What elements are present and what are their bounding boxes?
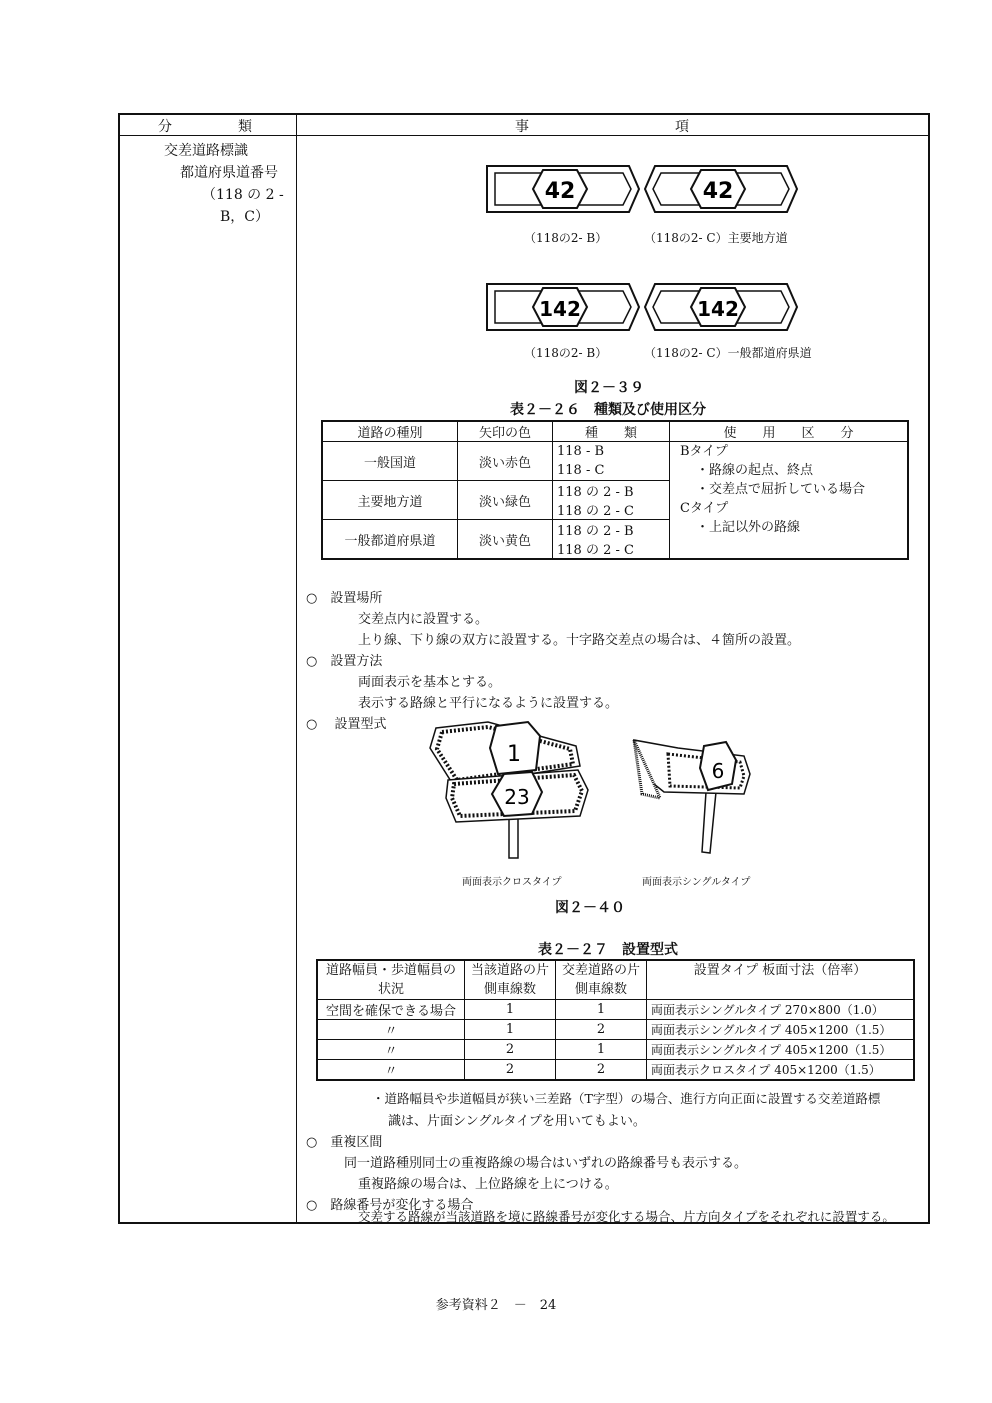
sign-2 (645, 166, 797, 212)
sign-3-caption: （118の2- B） (524, 346, 608, 360)
cross-upper-number: 1 (507, 742, 521, 767)
note-line: ・道路幅員や歩道幅員が狭い三差路（T字型）の場合、進行方向正面に設置する交差道路標 (372, 1091, 881, 1106)
section-1-line: 上り線、下り線の双方に設置する。十字路交差点の場合は、４箇所の設置。 (358, 633, 801, 648)
sign-1 (487, 166, 639, 212)
section-1-line: 交差点内に設置する。 (358, 612, 489, 627)
table-cell: 一般国道 (322, 442, 458, 481)
table-cell: 118 の 2 - B (553, 481, 670, 501)
table-header-cell: 矢印の色 (458, 421, 553, 442)
sign-4 (645, 284, 797, 330)
table-26-title: 表２－２６ 種類及び使用区分 (510, 402, 706, 418)
table-cell: 〃 (317, 1060, 465, 1081)
single-number: 6 (711, 759, 725, 783)
column-divider (296, 115, 297, 1222)
usage-line: ・路線の起点、終点 (696, 463, 814, 478)
figure-40-cross-caption: 両面表示クロスタイプ (462, 877, 562, 888)
figure-40-title: 図２－４０ (555, 900, 625, 916)
usage-line: Bタイプ (680, 444, 728, 459)
section-1-heading: ○ 設置場所 (306, 591, 383, 606)
section-4-line: 同一道路種別同士の重複路線の場合はいずれの路線番号も表示する。 (344, 1156, 748, 1171)
table-header-row (317, 960, 914, 1000)
installation-figures (428, 718, 768, 868)
table-header-cell: 種 類 (553, 421, 670, 442)
table-cell: 主要地方道 (322, 481, 458, 520)
table-row (317, 1020, 914, 1040)
table-header-cell: 使 用 区 分 (670, 421, 909, 442)
sign-2-number: 42 (702, 179, 734, 204)
sign-4-number: 142 (697, 297, 739, 321)
sign-2-caption: （118の2- C）主要地方道 (644, 231, 788, 245)
header-items: 事 項 (515, 119, 691, 135)
table-cell: 淡い緑色 (458, 481, 553, 520)
sign-3-number: 142 (539, 297, 581, 321)
section-3-heading: ○ 設置型式 (306, 717, 387, 732)
table-cell: 118 - C (553, 461, 670, 481)
table-27 (316, 959, 915, 1081)
table-header-cell: 設置タイプ 板面寸法（倍率） (647, 960, 915, 1000)
table-cell: 118 の 2 - C (553, 539, 670, 559)
table-cell: 2 (556, 1020, 647, 1040)
sign-figures (480, 158, 810, 368)
table-row (317, 1060, 914, 1081)
table-cell: 空間を確保できる場合 (317, 1000, 465, 1020)
table-row (322, 442, 908, 462)
figure-40-single-caption: 両面表示シングルタイプ (642, 877, 751, 888)
table-cell: 〃 (317, 1040, 465, 1060)
usage-line: ・交差点で屈折している場合 (696, 482, 866, 497)
table-cell: 一般都道府県道 (322, 520, 458, 560)
category-line1: 交差道路標識 (164, 143, 248, 159)
table-header-cell: 交差道路の片側車線数 (556, 960, 647, 1000)
section-4-line: 重複路線の場合は、上位路線を上につける。 (358, 1177, 618, 1192)
table-row (317, 1040, 914, 1060)
table-cell: 2 (465, 1040, 556, 1060)
header-category: 分 類 (158, 119, 254, 135)
section-2-line: 表示する路線と平行になるように設置する。 (358, 696, 619, 711)
section-5-heading: ○ 路線番号が変化する場合 (306, 1198, 474, 1213)
table-26 (321, 420, 909, 560)
table-header-row (322, 421, 908, 442)
sign-1-number: 42 (544, 179, 576, 204)
category-line4: B，C） (220, 209, 269, 225)
category-line2: 都道府県道番号 (180, 165, 278, 181)
table-cell: 両面表示シングルタイプ 405×1200（1.5） (647, 1040, 915, 1060)
table-cell: 118 の 2 - B (553, 520, 670, 540)
section-2-line: 両面表示を基本とする。 (358, 675, 502, 690)
sign-3 (487, 284, 639, 330)
note-line: 識は、片面シングルタイプを用いてもよい。 (388, 1114, 646, 1129)
page-footer: 参考資料２ － 24 (435, 1298, 557, 1313)
table-cell: 〃 (317, 1020, 465, 1040)
table-27-title: 表２－２７ 設置型式 (538, 942, 678, 958)
table-cell: 2 (556, 1060, 647, 1081)
sign-1-caption: （118の2- B） (524, 231, 608, 245)
cross-lower-number: 23 (504, 785, 530, 809)
cross-type-sign (430, 722, 588, 858)
table-cell: 両面表示シングルタイプ 270×800（1.0） (647, 1000, 915, 1020)
category-line3: （118 の 2 - (202, 187, 284, 203)
table-cell: 淡い赤色 (458, 442, 553, 481)
single-type-sign (634, 740, 750, 853)
usage-cell (670, 442, 909, 560)
usage-line: ・上記以外の路線 (696, 520, 801, 535)
sign-4-caption: （118の2- C）一般都道府県道 (644, 346, 812, 360)
figure-39-title: 図２－３９ (574, 380, 644, 396)
section-2-heading: ○ 設置方法 (306, 654, 383, 669)
table-cell: 1 (556, 1000, 647, 1020)
usage-line: Cタイプ (680, 501, 729, 516)
table-cell: 118 - B (553, 442, 670, 462)
table-cell: 2 (465, 1060, 556, 1081)
table-header-cell: 当該道路の片側車線数 (465, 960, 556, 1000)
table-cell: 両面表示シングルタイプ 405×1200（1.5） (647, 1020, 915, 1040)
section-5-line: 交差する路線が当該道路を境に路線番号が変化する場合、片方向タイプをそれぞれに設置する。 (358, 1209, 895, 1224)
table-cell: 118 の 2 - C (553, 500, 670, 520)
table-cell: 淡い黄色 (458, 520, 553, 560)
table-cell: 1 (465, 1020, 556, 1040)
section-4-heading: ○ 重複区間 (306, 1135, 383, 1150)
table-header-cell: 道路幅員・歩道幅員の状況 (317, 960, 465, 1000)
table-cell: 1 (465, 1000, 556, 1020)
table-row (317, 1000, 914, 1020)
table-cell: 1 (556, 1040, 647, 1060)
table-cell: 両面表示クロスタイプ 405×1200（1.5） (647, 1060, 915, 1081)
table-header-cell: 道路の種別 (322, 421, 458, 442)
